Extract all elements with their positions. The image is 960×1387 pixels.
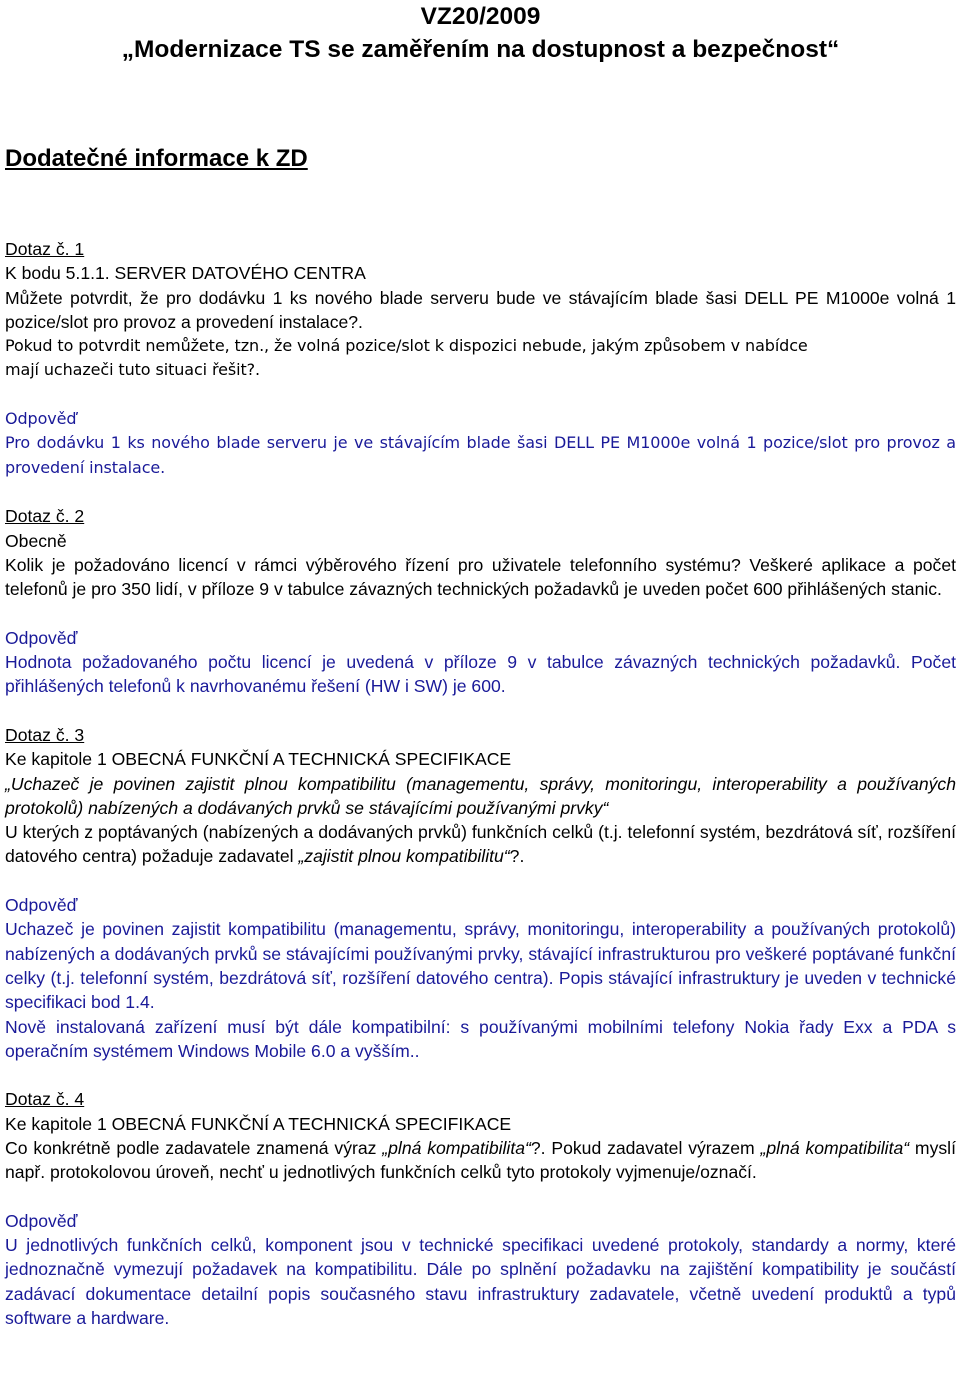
answer-3-label: Odpověď bbox=[5, 895, 78, 916]
question-2-section bbox=[5, 504, 956, 698]
question-3-text-end: ?. bbox=[509, 846, 525, 867]
answer-1-label: Odpověď bbox=[5, 409, 77, 429]
question-4-section bbox=[5, 1087, 956, 1330]
answer-3-text: Uchazeč je povinen zajistit kompatibilitu (managementu, správy, monitoringu, interoperability a používaných protokolů) nabízených a dodávaných prvků se stávajícími používanými prvky, stávající infrastrukturou pro veškeré poptávané funkční celky (t.j. telefonní systém, bezdrátová síť, rozšíření datového centra). Popis stávající infrastruktury je uveden v technické specifikaci bod 1.4. bbox=[5, 919, 956, 1013]
question-4-label: Dotaz č. 4 bbox=[5, 1089, 85, 1110]
question-1-reference: K bodu 5.1.1. SERVER DATOVÉHO CENTRA bbox=[5, 263, 366, 284]
answer-3-text-continued: Nově instalovaná zařízení musí být dále kompatibilní: s používanými mobilními telefony Nokia řady Exx a PDA s operačním systémem Windows Mobile 6.0 a vyšším.. bbox=[5, 1016, 956, 1061]
question-1-section bbox=[5, 237, 956, 480]
document-title-code: VZ20/2009 bbox=[420, 3, 541, 30]
question-4-text bbox=[5, 1136, 956, 1185]
question-4-text-part-1: Co konkrétně podle zadavatele znamená výraz bbox=[5, 1137, 383, 1158]
document-subtitle: Dodatečné informace k ZD bbox=[5, 145, 308, 172]
question-4-text-quote-1: „plná kompatibilita“ bbox=[382, 1137, 531, 1158]
answer-4-label: Odpověď bbox=[5, 1210, 78, 1231]
question-2-text: Kolik je požadováno licencí v rámci výběrového řízení pro uživatele telefonního systému? Veškeré aplikace a počet telefonů je pro 350 lidí, v příloze 9 v tabulce závazných technických požadavků je uveden počet 600 přihlášených stanic. bbox=[5, 554, 956, 600]
answer-1-text: Pro dodávku 1 ks nového blade serveru je ve stávajícím blade šasi DELL PE M1000e volná 1 pozice/slot pro provoz a provedení instalace. bbox=[5, 433, 956, 477]
question-3-section bbox=[5, 723, 956, 1063]
question-4-text-part-2: ?. Pokud zadavatel výrazem bbox=[530, 1137, 761, 1158]
question-2-reference: Obecně bbox=[5, 530, 67, 551]
question-1-text-continued-1: Pokud to potvrdit nemůžete, tzn., že volná pozice/slot k dispozici nebude, jakým způsobem v nabídce bbox=[5, 336, 808, 356]
answer-4-text: U jednotlivých funkčních celků, komponent jsou v technické specifikaci uvedené protokoly, standardy a normy, které jednoznačně vymezují požadavek na kompatibilitu. Dále po splnění požadavku na zajištění kompatibility je součástí zadávací dokumentace detailní popis současného stavu infrastruktury zadavatele, včetně uvedení produktů a typů software a hardware. bbox=[5, 1235, 956, 1329]
document-content bbox=[5, 0, 956, 1330]
question-1-text-continued-2: mají uchazeči tuto situaci řešit?. bbox=[5, 360, 261, 380]
question-4-text-quote-2: „plná kompatibilita“ bbox=[760, 1137, 910, 1158]
question-4-reference: Ke kapitole 1 OBECNÁ FUNKČNÍ A TECHNICKÁ SPECIFIKACE bbox=[5, 1113, 512, 1134]
question-3-text-part: U kterých z poptávaných (nabízených a dodávaných prvků) funkčních celků (t.j. telefonní systém, bezdrátová síť, rozšíření datového centra) požaduje zadavatel bbox=[5, 822, 956, 867]
document-title: „Modernizace TS se zaměřením na dostupnost a bezpečnost“ bbox=[121, 36, 840, 63]
question-3-label: Dotaz č. 3 bbox=[5, 724, 85, 745]
question-4-text-part-3: myslí např. protokolovou úroveň, nechť u jednotlivých funkčních celků tyto protokoly vyjmenuje/označí. bbox=[5, 1137, 956, 1183]
question-2-label: Dotaz č. 2 bbox=[5, 506, 85, 527]
answer-2-text: Hodnota požadovaného počtu licencí je uvedená v příloze 9 v tabulce závazných technických požadavků. Počet přihlášených telefonů k navrhovanému řešení (HW i SW) je 600. bbox=[5, 652, 956, 697]
answer-2-label: Odpověď bbox=[5, 627, 78, 648]
question-3-text bbox=[5, 820, 956, 869]
question-1-label: Dotaz č. 1 bbox=[5, 239, 85, 259]
question-1-text: Můžete potvrdit, že pro dodávku 1 ks nového blade serveru bude ve stávajícím blade šasi DELL PE M1000e volná 1 pozice/slot pro provoz a provedení instalace?. bbox=[5, 287, 956, 332]
question-3-quote: „Uchazeč je povinen zajistit plnou kompatibilitu (managementu, správy, monitoringu, interoperability a používaných protokolů) nabízených a dodávaných prvků se stávajícími používanými prvky“ bbox=[5, 773, 956, 818]
question-3-reference: Ke kapitole 1 OBECNÁ FUNKČNÍ A TECHNICKÁ SPECIFIKACE bbox=[5, 749, 512, 770]
question-3-text-quote: „zajistit plnou kompatibilitu“ bbox=[298, 846, 510, 867]
